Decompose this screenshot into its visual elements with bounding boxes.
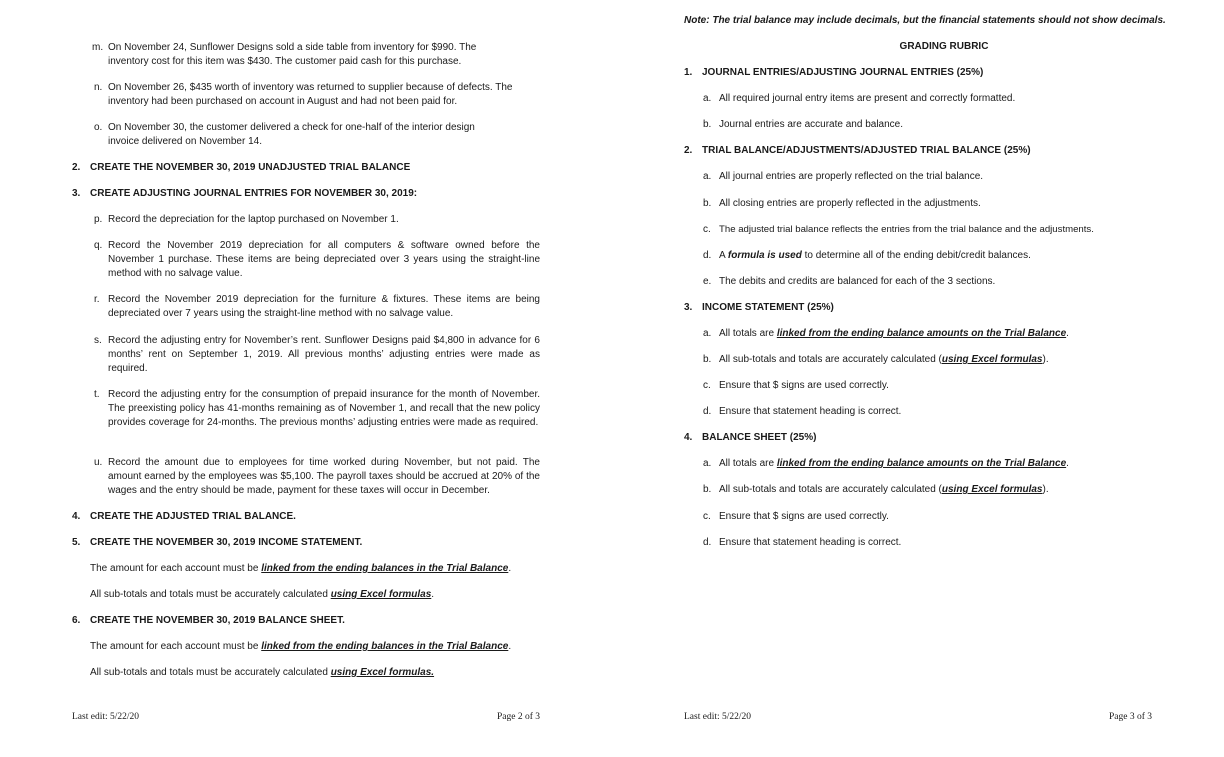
item-text: On November 24, Sunflower Designs sold a side table from inventory for $990. The inventory cost for this item was $430. The customer paid cash for this purchase. — [108, 42, 477, 67]
item-label: d. — [703, 406, 712, 417]
rubric-item-1b — [703, 118, 1203, 132]
item-label: b. — [703, 484, 712, 495]
item-text: Record the amount due to employees for time worked during November, but not paid. The amount earned by the employees was $5,100. The payroll taxes should be accrued at 20% of the wages and the entry should be made, payment for these taxes will occur in December. — [108, 457, 540, 496]
rubric-item-2d — [703, 249, 1203, 263]
rubric-item-4a — [703, 457, 1203, 471]
item-text: Record the depreciation for the laptop purchased on November 1. — [108, 214, 399, 225]
item-label: a. — [703, 458, 712, 469]
item-text: Ensure that statement heading is correct. — [719, 406, 902, 417]
section-number: 3. — [684, 302, 693, 313]
item-text: Ensure that statement heading is correct. — [719, 537, 902, 548]
item-label: u. — [94, 457, 103, 468]
item-text-start: All totals are — [719, 458, 777, 469]
item-label: e. — [703, 276, 712, 287]
emphasis-text: using Excel formulas — [941, 354, 1043, 365]
note-text-end: . — [508, 563, 512, 574]
rubric-item-2a — [703, 170, 1203, 184]
item-text: The debits and credits are balanced for each of the 3 sections. — [719, 276, 996, 287]
emphasis-text: formula is used — [727, 250, 802, 261]
item-s — [94, 334, 540, 376]
rubric-item-1a — [703, 92, 1203, 106]
section-title: TRIAL BALANCE/ADJUSTMENTS/ADJUSTED TRIAL BALANCE (25%) — [702, 145, 1031, 156]
item-m — [92, 41, 504, 69]
item-text-start: All sub-totals and totals are accurately calculated ( — [719, 484, 942, 495]
heading-number: 3. — [72, 188, 81, 199]
rubric-item-2c — [703, 223, 1223, 237]
item-text-end: to determine all of the ending debit/credit balances. — [801, 250, 1031, 261]
item-text — [719, 327, 1203, 341]
item-text: Record the November 2019 depreciation for all computers & software owned before the November 1 purchase. These items are being depreciated over 3 years using the straight-line method with no salvage value. — [108, 240, 540, 279]
item-text — [719, 249, 1203, 263]
note-text: The amount for each account must be — [90, 563, 262, 574]
emphasis-text: linked from the ending balances in the Trial Balance — [261, 641, 509, 652]
section-number: 1. — [684, 67, 693, 78]
item-text: All required journal entry items are present and correctly formatted. — [719, 93, 1016, 104]
emphasis-text: linked from the ending balance amounts on the Trial Balance — [776, 328, 1067, 339]
footer-page-number: Page 3 of 3 — [1108, 712, 1152, 722]
item-text-start: All sub-totals and totals are accurately calculated ( — [719, 354, 942, 365]
rubric-item-4d — [703, 536, 1203, 550]
item-text: On November 30, the customer delivered a check for one-half of the interior design invoice delivered on November 14. — [108, 122, 475, 147]
item-label: c. — [703, 224, 711, 235]
rubric-item-3b — [703, 353, 1203, 367]
rubric-item-4b — [703, 483, 1203, 497]
item-text: Ensure that $ signs are used correctly. — [719, 511, 889, 522]
item-text-end: ). — [1042, 354, 1049, 365]
heading-text: CREATE THE ADJUSTED TRIAL BALANCE. — [90, 511, 296, 522]
heading-5 — [72, 536, 552, 550]
item-label: c. — [703, 380, 711, 391]
item-label: b. — [703, 198, 712, 209]
document-page-3 — [612, 0, 1224, 757]
item-text: The adjusted trial balance reflects the entries from the trial balance and the adjustments. — [719, 224, 1094, 235]
income-statement-link-note — [90, 562, 560, 576]
item-label: b. — [703, 119, 712, 130]
item-label: a. — [703, 171, 712, 182]
item-o — [94, 121, 506, 149]
item-text: All closing entries are properly reflected in the adjustments. — [719, 198, 981, 209]
item-label: q. — [94, 240, 103, 251]
item-text: On November 26, $435 worth of inventory was returned to supplier because of defects. The inventory had been purchased on account in August and had not been paid for. — [108, 82, 513, 107]
item-text: Record the adjusting entry for the consumption of prepaid insurance for the month of November. The preexisting policy has 41-months remaining as of November 1, and recall that the new policy provides coverage for 24-months. The previous months’ adjusting entries were made as required. — [108, 389, 540, 428]
item-u — [94, 456, 540, 498]
heading-text: CREATE THE NOVEMBER 30, 2019 INCOME STATEMENT. — [90, 537, 363, 548]
item-text: Record the adjusting entry for November’s rent. Sunflower Designs paid $4,800 in advance for 6 months’ rent on September 1, 2019. All previous months’ adjusting entries were made as required. — [108, 335, 540, 374]
item-label: c. — [703, 511, 711, 522]
heading-text: CREATE ADJUSTING JOURNAL ENTRIES FOR NOVEMBER 30, 2019: — [90, 188, 418, 199]
heading-number: 4. — [72, 511, 81, 522]
item-q — [94, 239, 540, 281]
emphasis-text: using Excel formulas — [941, 484, 1043, 495]
heading-text: CREATE THE NOVEMBER 30, 2019 UNADJUSTED TRIAL BALANCE — [90, 162, 411, 173]
heading-4 — [72, 510, 552, 524]
footer-last-edit: Last edit: 5/22/20 — [684, 712, 752, 722]
note-text: All sub-totals and totals must be accurately calculated — [90, 667, 331, 678]
heading-text: CREATE THE NOVEMBER 30, 2019 BALANCE SHEET. — [90, 615, 345, 626]
item-label: a. — [703, 328, 712, 339]
emphasis-text: linked from the ending balances in the Trial Balance — [261, 563, 509, 574]
item-n — [94, 81, 544, 109]
footer-last-edit: Last edit: 5/22/20 — [72, 712, 140, 722]
item-text-start: A — [719, 250, 728, 261]
rubric-section-1 — [684, 66, 1204, 80]
item-label: t. — [94, 389, 100, 400]
item-text-end: ). — [1042, 484, 1049, 495]
emphasis-text: linked from the ending balance amounts on the Trial Balance — [776, 458, 1067, 469]
item-label: m. — [92, 42, 104, 53]
section-title: INCOME STATEMENT (25%) — [702, 302, 834, 313]
rubric-title: GRADING RUBRIC — [899, 41, 989, 52]
rubric-section-3 — [684, 301, 1204, 315]
item-label: r. — [94, 294, 100, 305]
emphasis-text: using Excel formulas — [330, 589, 432, 600]
item-text — [719, 353, 1203, 367]
rubric-item-3c — [703, 379, 1203, 393]
note-text: The amount for each account must be — [90, 641, 262, 652]
heading-number: 6. — [72, 615, 81, 626]
item-text — [719, 457, 1203, 471]
balance-sheet-link-note — [90, 640, 560, 654]
item-label: p. — [94, 214, 103, 225]
item-p — [94, 213, 540, 227]
section-title: BALANCE SHEET (25%) — [702, 432, 817, 443]
item-label: o. — [94, 122, 103, 133]
item-text: All journal entries are properly reflected on the trial balance. — [719, 171, 984, 182]
emphasis-text: using Excel formulas. — [330, 667, 435, 678]
item-label: s. — [94, 335, 102, 346]
balance-sheet-formula-note — [90, 666, 560, 680]
section-title: JOURNAL ENTRIES/ADJUSTING JOURNAL ENTRIES (25%) — [702, 67, 984, 78]
rubric-item-4c — [703, 510, 1203, 524]
heading-6 — [72, 614, 552, 628]
footer-page-number: Page 2 of 3 — [496, 712, 540, 722]
item-label: d. — [703, 250, 712, 261]
item-text: Journal entries are accurate and balance. — [719, 119, 904, 130]
heading-number: 2. — [72, 162, 81, 173]
heading-2 — [72, 161, 552, 175]
item-label: n. — [94, 82, 103, 93]
item-text: Ensure that $ signs are used correctly. — [719, 380, 889, 391]
rubric-item-3a — [703, 327, 1203, 341]
item-label: d. — [703, 537, 712, 548]
section-number: 2. — [684, 145, 693, 156]
section-number: 4. — [684, 432, 693, 443]
item-text-end: . — [1066, 328, 1069, 339]
rubric-section-4 — [684, 431, 1204, 445]
item-text — [719, 483, 1203, 497]
note-text: All sub-totals and totals must be accurately calculated — [90, 589, 331, 600]
heading-number: 5. — [72, 537, 81, 548]
income-statement-formula-note — [90, 588, 560, 602]
item-t — [94, 388, 540, 430]
item-label: b. — [703, 354, 712, 365]
rubric-item-3d — [703, 405, 1203, 419]
note-text-end: . — [431, 589, 435, 600]
rubric-item-2b — [703, 197, 1203, 211]
item-label: a. — [703, 93, 712, 104]
rubric-section-2 — [684, 144, 1204, 158]
heading-3 — [72, 187, 552, 201]
item-text-start: All totals are — [719, 328, 777, 339]
decimal-note: Note: The trial balance may include decimals, but the financial statements should not show decimals. — [684, 15, 1166, 26]
item-r — [94, 293, 540, 321]
note-text-end: . — [508, 641, 512, 652]
item-text: Record the November 2019 depreciation for the furniture & fixtures. These items are being depreciated over 7 years using the straight-line method with no salvage value. — [108, 294, 540, 319]
rubric-item-2e — [703, 275, 1203, 289]
item-text-end: . — [1066, 458, 1069, 469]
